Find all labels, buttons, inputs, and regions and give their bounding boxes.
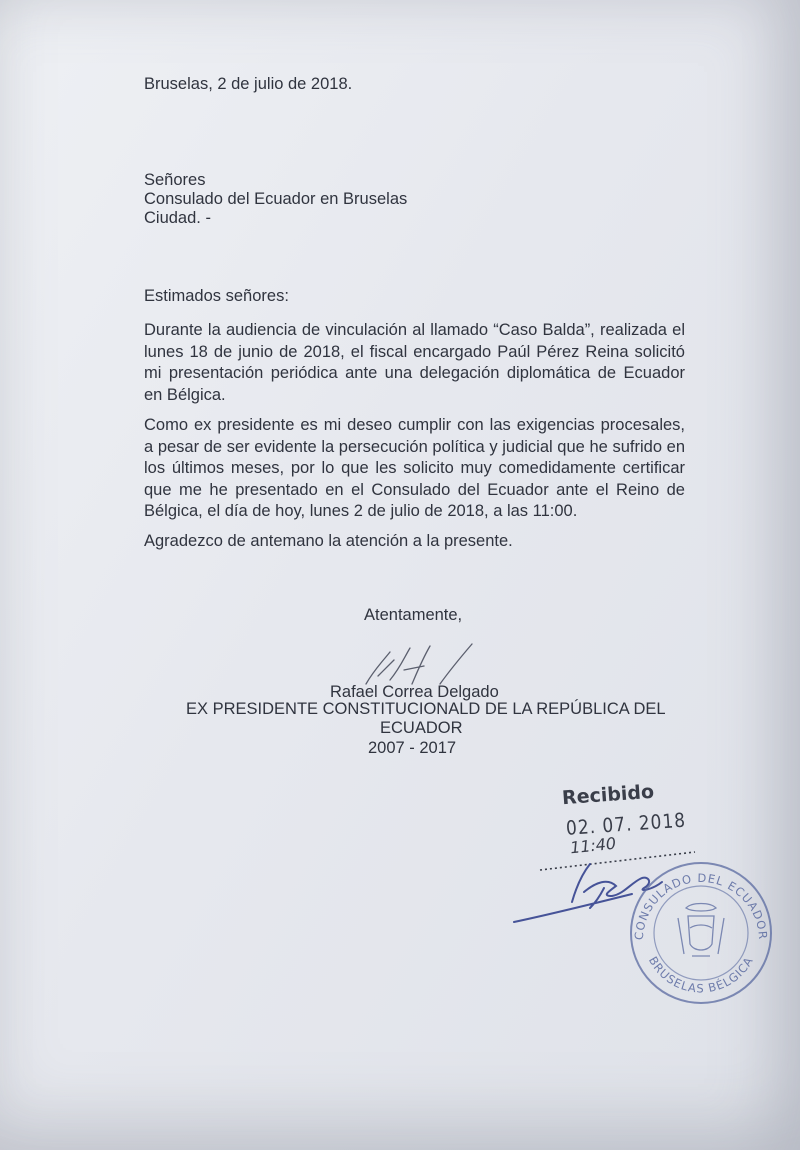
addressee-line-1: Señores bbox=[144, 171, 206, 189]
signatory-title-line-1: EX PRESIDENTE CONSTITUCIONALD DE LA REPÚBLICA DEL bbox=[186, 700, 666, 718]
received-stamp-date: 02. 07. 2018 bbox=[565, 809, 687, 841]
paragraph-2: Como ex presidente es mi deseo cumplir con las exigencias procesales, a pesar de ser evidente la persecución política y judicial que he sufrido en los últimos meses, por lo que les solicito muy comedidamente certificar que me he presentado en el Consulado del Ecuador ante el Reino de Bélgica, el día de hoy, lunes 2 de julio de 2018, a las 11:00. bbox=[144, 416, 685, 520]
received-stamp-label: Recibido bbox=[561, 780, 655, 810]
seal-bottom-text: BRUSELAS BÉLGICA bbox=[645, 954, 757, 996]
date-line: Bruselas, 2 de julio de 2018. bbox=[144, 75, 353, 93]
received-stamp-time: 11:40 bbox=[569, 833, 617, 858]
paragraph-1: Durante la audiencia de vinculación al llamado “Caso Balda”, realizada el lunes 18 de junio de 2018, el fiscal encargado Paúl Pérez Reina solicitó mi presentación periódica ante una delegación diplomática de Ecuador en Bélgica. bbox=[144, 321, 685, 404]
closing: Atentamente, bbox=[364, 606, 463, 624]
addressee-line-2: Consulado del Ecuador en Bruselas bbox=[144, 190, 408, 208]
addressee-line-3: Ciudad. - bbox=[144, 209, 211, 227]
coat-of-arms-icon bbox=[678, 904, 724, 957]
signatory-name: Rafael Correa Delgado bbox=[330, 683, 499, 701]
paragraph-3: Agradezco de antemano la atención a la presente. bbox=[144, 532, 513, 550]
signatory-title-line-2: ECUADOR bbox=[380, 719, 463, 737]
salutation: Estimados señores: bbox=[144, 287, 289, 305]
signatory-term: 2007 - 2017 bbox=[368, 739, 457, 757]
seal-top-text: CONSULADO DEL ECUADOR bbox=[631, 870, 771, 941]
consulate-seal bbox=[626, 858, 776, 1008]
